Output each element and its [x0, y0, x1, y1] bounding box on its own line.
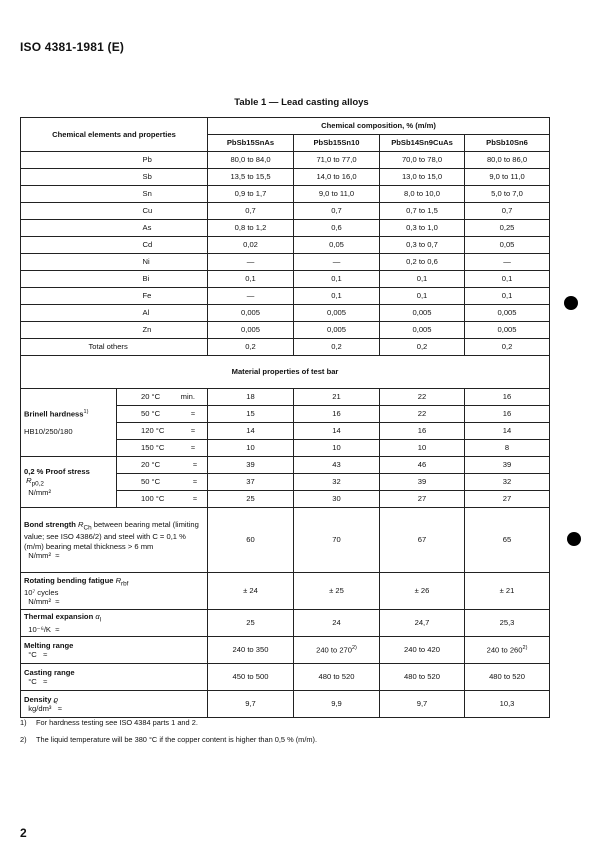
value-cell: 240 to 420 [380, 637, 465, 664]
value-cell: 9,0 to 11,0 [294, 186, 380, 203]
value-cell: 0,3 to 1,0 [380, 220, 465, 237]
brinell-row [21, 389, 550, 406]
material-properties-header: Material properties of test bar [21, 356, 550, 389]
value-cell: 65 [465, 508, 550, 573]
value-cell: 0,005 [465, 305, 550, 322]
value-cell: 9,7 [208, 691, 294, 718]
value-cell: ± 21 [465, 573, 550, 610]
value-cell: 9,0 to 11,0 [465, 169, 550, 186]
value-cell: ± 25 [294, 573, 380, 610]
alloy-header: PbSb10Sn6 [465, 135, 550, 152]
value-cell: — [294, 254, 380, 271]
value-cell: 10 [380, 440, 465, 457]
temperature-cell: 150 °C ≈ [117, 440, 208, 457]
footnotes [20, 714, 317, 748]
value-cell: 0,2 [294, 339, 380, 356]
value-cell: 22 [380, 406, 465, 423]
row-spacer [21, 203, 117, 220]
value-cell: 16 [465, 406, 550, 423]
value-cell: 0,1 [465, 288, 550, 305]
temperature-cell: 120 °C ≈ [117, 423, 208, 440]
temperature-cell: 20 °C min. [117, 389, 208, 406]
element-label: Bi [117, 271, 208, 288]
value-cell: 0,3 to 0,7 [380, 237, 465, 254]
value-cell: 0,005 [380, 322, 465, 339]
value-cell: 10 [294, 440, 380, 457]
value-cell: 0,7 [208, 203, 294, 220]
value-cell: 0,1 [294, 271, 380, 288]
binding-hole-icon [567, 532, 581, 546]
value-cell: 21 [294, 389, 380, 406]
row-spacer [21, 322, 117, 339]
melting-label-cell: Melting range °C ≈ [21, 637, 208, 664]
value-cell: 5,0 to 7,0 [465, 186, 550, 203]
value-cell: 24 [294, 610, 380, 637]
row-spacer [21, 152, 117, 169]
value-cell: 240 to 350 [208, 637, 294, 664]
melting-range-row [21, 637, 550, 664]
composition-row [21, 339, 550, 356]
value-cell: 16 [465, 389, 550, 406]
value-cell: 0,9 to 1,7 [208, 186, 294, 203]
value-cell: ± 24 [208, 573, 294, 610]
element-label: Cd [117, 237, 208, 254]
value-cell: 80,0 to 86,0 [465, 152, 550, 169]
proof-stress-label-cell: 0,2 % Proof stress $R_{p0,2}$ N/mm² [21, 457, 117, 508]
proof-stress-row [21, 457, 550, 474]
value-cell: 39 [208, 457, 294, 474]
table-title: Table 1 — Lead casting alloys [234, 97, 369, 108]
composition-row [21, 271, 550, 288]
standard-header: ISO 4381-1981 (E) [20, 40, 125, 54]
value-cell: 0,1 [380, 271, 465, 288]
value-cell: 46 [380, 457, 465, 474]
value-cell: 70 [294, 508, 380, 573]
value-cell: 0,02 [208, 237, 294, 254]
element-label: Cu [117, 203, 208, 220]
lead-casting-alloys-table [20, 117, 550, 718]
value-cell: 0,005 [208, 322, 294, 339]
row-spacer [21, 169, 117, 186]
value-cell: 24,7 [380, 610, 465, 637]
composition-row [21, 152, 550, 169]
element-label: As [117, 220, 208, 237]
bond-strength-row [21, 508, 550, 573]
casting-label-cell: Casting range °C ≈ [21, 664, 208, 691]
temperature-cell: 50 °C ≈ [117, 474, 208, 491]
footnote-2: 2) The liquid temperature will be 380 °C if the copper content is higher than 0,5 % (m/m). [20, 735, 318, 744]
page-number: 2 [20, 826, 27, 840]
value-cell: 10 [208, 440, 294, 457]
composition-row [21, 322, 550, 339]
value-cell: 0,6 [294, 220, 380, 237]
value-cell: 450 to 500 [208, 664, 294, 691]
value-cell: 0,2 to 0,6 [380, 254, 465, 271]
value-cell: ± 26 [380, 573, 465, 610]
value-cell: 0,005 [208, 305, 294, 322]
value-cell: 14,0 to 16,0 [294, 169, 380, 186]
value-cell: 15 [208, 406, 294, 423]
value-cell: 13,0 to 15,0 [380, 169, 465, 186]
value-cell: 27 [465, 491, 550, 508]
value-cell: 25,3 [465, 610, 550, 637]
value-cell: 43 [294, 457, 380, 474]
thermal-expansion-row [21, 610, 550, 637]
value-cell: 480 to 520 [465, 664, 550, 691]
value-cell: 10,3 [465, 691, 550, 718]
binding-hole-icon [564, 296, 578, 310]
density-label-cell: Density ϱ kg/dm³ ≈ [21, 691, 208, 718]
value-cell: 67 [380, 508, 465, 573]
composition-row [21, 305, 550, 322]
value-cell: 0,1 [380, 288, 465, 305]
value-cell: 22 [380, 389, 465, 406]
value-cell: 0,2 [208, 339, 294, 356]
value-cell: 480 to 520 [294, 664, 380, 691]
value-cell: 25 [208, 491, 294, 508]
value-cell: 80,0 to 84,0 [208, 152, 294, 169]
alloy-header: PbSb14Sn9CuAs [380, 135, 465, 152]
brinell-label-cell: Brinell hardness$^{1)}$ HB10/250/180 [21, 389, 117, 457]
value-cell: 18 [208, 389, 294, 406]
bond-strength-label-cell: Bond strength $R_{Ch}$ between bearing metal (limiting value; see ISO 4386/2) and steel with C = 0,1 % (m/m) bearing metal thickness > 6 mm N/mm² ≈ [21, 508, 208, 573]
value-cell: 0,7 [294, 203, 380, 220]
value-cell: 0,005 [465, 322, 550, 339]
row-spacer [21, 288, 117, 305]
element-label: Pb [117, 152, 208, 169]
thermal-label-cell: Thermal expansion $\alpha_l$ 10⁻⁶/K ≈ [21, 610, 208, 637]
value-cell: 70,0 to 78,0 [380, 152, 465, 169]
alloy-header: PbSb15SnAs [208, 135, 294, 152]
alloy-header: PbSb15Sn10 [294, 135, 380, 152]
value-cell: 0,05 [465, 237, 550, 254]
value-cell: 37 [208, 474, 294, 491]
value-cell: 480 to 520 [380, 664, 465, 691]
element-label: Sb [117, 169, 208, 186]
value-cell: 0,7 to 1,5 [380, 203, 465, 220]
value-cell: 13,5 to 15,5 [208, 169, 294, 186]
temperature-cell: 20 °C ≈ [117, 457, 208, 474]
value-cell: 9,7 [380, 691, 465, 718]
element-label: Sn [117, 186, 208, 203]
header-chemical-composition: Chemical composition, % (m/m) [208, 118, 550, 135]
fatigue-row [21, 573, 550, 610]
value-cell: 0,05 [294, 237, 380, 254]
value-cell: 32 [465, 474, 550, 491]
element-label: Fe [117, 288, 208, 305]
value-cell: 14 [465, 423, 550, 440]
value-cell: 30 [294, 491, 380, 508]
value-cell: 14 [208, 423, 294, 440]
value-cell: 0,2 [380, 339, 465, 356]
element-label: Ni [117, 254, 208, 271]
value-cell: 0,005 [294, 322, 380, 339]
value-cell: 0,1 [208, 271, 294, 288]
row-spacer [21, 220, 117, 237]
value-cell: 39 [465, 457, 550, 474]
value-cell: 25 [208, 610, 294, 637]
composition-row [21, 254, 550, 271]
row-spacer [21, 254, 117, 271]
value-cell: 16 [294, 406, 380, 423]
row-spacer [21, 186, 117, 203]
composition-row [21, 237, 550, 254]
header-elements-properties: Chemical elements and properties [21, 118, 208, 152]
value-cell: — [208, 288, 294, 305]
composition-row [21, 169, 550, 186]
composition-row [21, 186, 550, 203]
value-cell: 0,005 [380, 305, 465, 322]
value-cell: 240 to 270$^{2)}$ [294, 637, 380, 664]
temperature-cell: 100 °C ≈ [117, 491, 208, 508]
value-cell: 27 [380, 491, 465, 508]
footnote-1: 1) For hardness testing see ISO 4384 parts 1 and 2. [20, 718, 198, 727]
value-cell: 9,9 [294, 691, 380, 718]
value-cell: 8 [465, 440, 550, 457]
value-cell: 240 to 260$^{2)}$ [465, 637, 550, 664]
value-cell: 32 [294, 474, 380, 491]
value-cell: 71,0 to 77,0 [294, 152, 380, 169]
value-cell: 39 [380, 474, 465, 491]
temperature-cell: 50 °C ≈ [117, 406, 208, 423]
value-cell: — [465, 254, 550, 271]
value-cell: 0,2 [465, 339, 550, 356]
value-cell: 16 [380, 423, 465, 440]
value-cell: 0,005 [294, 305, 380, 322]
value-cell: 14 [294, 423, 380, 440]
value-cell: 0,1 [294, 288, 380, 305]
value-cell: 60 [208, 508, 294, 573]
composition-row [21, 220, 550, 237]
element-label: Total others [89, 339, 180, 356]
value-cell: 8,0 to 10,0 [380, 186, 465, 203]
section-row [21, 356, 550, 389]
row-spacer [21, 305, 117, 322]
value-cell: — [208, 254, 294, 271]
value-cell: 0,7 [465, 203, 550, 220]
value-cell: 0,25 [465, 220, 550, 237]
element-label: Al [117, 305, 208, 322]
composition-row [21, 288, 550, 305]
fatigue-label-cell: Rotating bending fatigue $R_{rbf}$ 10⁷ cycles N/mm² ≈ [21, 573, 208, 610]
row-spacer [21, 271, 117, 288]
casting-range-row [21, 664, 550, 691]
composition-row [21, 203, 550, 220]
element-label: Zn [117, 322, 208, 339]
row-spacer [21, 237, 117, 254]
value-cell: 0,1 [465, 271, 550, 288]
value-cell: 0,8 to 1,2 [208, 220, 294, 237]
